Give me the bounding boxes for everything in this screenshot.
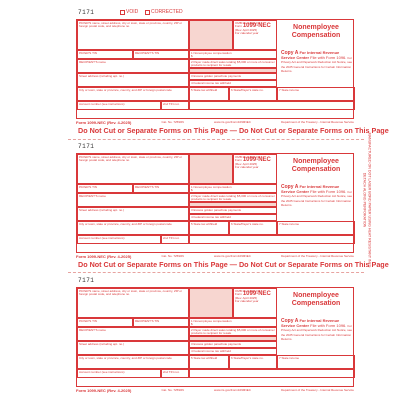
perforation-line [68, 272, 364, 273]
box6-field[interactable]: 6 State/Payer's state no. [229, 221, 277, 235]
city-field[interactable]: City or town, state or province, country, and ZIP or foreign postal code [77, 87, 189, 101]
box4-field[interactable]: 4 Federal income tax withheld [189, 214, 277, 221]
copy-a-title: Copy A [281, 50, 299, 56]
box3-field[interactable]: 3 Excess golden parachute payments [189, 207, 277, 214]
box4-field[interactable]: 4 Federal income tax withheld [189, 348, 277, 355]
copy-a-block: Copy A For Internal Revenue Service Center File with Form 1096. For Privacy Act and Paperwork Reduction Act Notice, see the 2025 General Instructions for Certain Information Returns. [281, 318, 353, 342]
omb-block: OMB No. 1545-0116 Form 1099-NEC (Rev. April 2025) For calendar year [233, 288, 277, 318]
copy-a-title: Copy A [281, 184, 299, 190]
payer-info-field[interactable]: PAYER'S name, street address, city or town, state or province, country, ZIP or foreign postal code, and telephone no. [77, 154, 189, 184]
form-grid [76, 153, 354, 253]
box5-field[interactable]: 5 State tax withheld [189, 221, 229, 235]
copy-a-block: Copy A For Internal Revenue Service Center File with Form 1096. For Privacy Act and Paperwork Reduction Act Notice, see the 2025 General Instructions for Certain Information Returns. [281, 50, 353, 74]
account-field[interactable]: Account number (see instructions) [77, 101, 161, 110]
box4-field[interactable]: 4 Federal income tax withheld [189, 80, 277, 87]
shaded-area [189, 154, 233, 184]
form-header [38, 142, 354, 152]
street-field[interactable]: Street address (including apt. no.) [77, 207, 189, 221]
side-text-line-1: MANUFACTURED ON DOT LASER BOND PAPER USING HEAT RESISTANT INKS [367, 132, 372, 268]
form-code: 7171 [78, 9, 95, 16]
recipient-tin-field[interactable]: RECIPIENT'S TIN [133, 184, 189, 193]
box6-field[interactable]: 6 State/Payer's state no. [229, 355, 277, 369]
box2-field[interactable]: 2 Payer made direct sales totaling $5,000 or more of consumer products to recipient for resale [189, 327, 277, 336]
form-grid [76, 287, 354, 387]
form-footer: Form 1099-NEC (Rev. 4-2025) Cat. No. 72590N www.irs.gov/Form1099NEC Department of the Treasury - Internal Revenue Service [76, 120, 354, 125]
street-field[interactable]: Street address (including apt. no.) [77, 341, 189, 355]
omb-block: OMB No. 1545-0116 Form 1099-NEC (Rev. April 2025) For calendar year [233, 154, 277, 184]
recipient-name-field[interactable]: RECIPIENT'S name [77, 59, 189, 73]
side-margin-text [354, 8, 380, 392]
perforation-line [68, 139, 364, 140]
payer-info-field[interactable]: PAYER'S name, street address, city or town, state or province, country, ZIP or foreign postal code, and telephone no. [77, 20, 189, 50]
box3-field[interactable]: 3 Excess golden parachute payments [189, 73, 277, 80]
recipient-name-field[interactable]: RECIPIENT'S name [77, 327, 189, 341]
box2-field[interactable]: 2 Payer made direct sales totaling $5,000 or more of consumer products to recipient for resale [189, 59, 277, 68]
account-field[interactable]: Account number (see instructions) [77, 369, 161, 378]
form-header [38, 276, 354, 286]
state-row-field[interactable] [189, 369, 355, 378]
form-code: 7171 [78, 277, 95, 284]
void-checkbox[interactable] [120, 9, 138, 15]
box2-field[interactable]: 2 Payer made direct sales totaling $5,000 or more of consumer products to recipient for resale [189, 193, 277, 202]
payer-tin-field[interactable]: PAYER'S TIN [77, 50, 133, 59]
form-copy-3 [38, 276, 354, 393]
do-not-cut-warning: Do Not Cut or Separate Forms on This Page — Do Not Cut or Separate Forms on This Page [78, 260, 389, 269]
form-name: 1099-NEC [242, 157, 271, 164]
recipient-tin-field[interactable]: RECIPIENT'S TIN [133, 318, 189, 327]
form-title: Nonemployee Compensation [291, 24, 341, 39]
form-name: 1099-NEC [242, 23, 271, 30]
box1-field[interactable]: 1 Nonemployee compensation $ [189, 184, 277, 193]
box6-field[interactable]: 6 State/Payer's state no. [229, 87, 277, 101]
box1-field[interactable]: 1 Nonemployee compensation $ [189, 318, 277, 327]
state-row-field[interactable] [189, 235, 355, 244]
box1-field[interactable]: 1 Nonemployee compensation $ [189, 50, 277, 59]
city-field[interactable]: City or town, state or province, country, and ZIP or foreign postal code [77, 355, 189, 369]
state-row-field[interactable] [189, 101, 355, 110]
void-label: VOID [126, 9, 139, 15]
recipient-tin-field[interactable]: RECIPIENT'S TIN [133, 50, 189, 59]
box7-field[interactable]: 7 State income [277, 221, 355, 235]
form-name: 1099-NEC [242, 291, 271, 298]
form-grid [76, 19, 354, 119]
box7-field[interactable]: 7 State income [277, 87, 355, 101]
form-title: Nonemployee Compensation [291, 292, 341, 307]
account-field[interactable]: Account number (see instructions) [77, 235, 161, 244]
box3-field[interactable]: 3 Excess golden parachute payments [189, 341, 277, 348]
shaded-area [189, 20, 233, 50]
corrected-label: CORRECTED [151, 9, 183, 15]
payer-info-field[interactable]: PAYER'S name, street address, city or town, state or province, country, ZIP or foreign postal code, and telephone no. [77, 288, 189, 318]
payer-tin-field[interactable]: PAYER'S TIN [77, 318, 133, 327]
omb-block: OMB No. 1545-0116 Form 1099-NEC (Rev. April 2025) For calendar year [233, 20, 277, 50]
box7-field[interactable]: 7 State income [277, 355, 355, 369]
corrected-checkbox[interactable] [145, 9, 183, 15]
form-footer: Form 1099-NEC (Rev. 4-2025) Cat. No. 72590N www.irs.gov/Form1099NEC Department of the Treasury - Internal Revenue Service [76, 388, 354, 393]
second-tin-field[interactable]: 2nd TIN not. [161, 101, 189, 110]
second-tin-field[interactable]: 2nd TIN not. [161, 235, 189, 244]
copy-a-block: Copy A For Internal Revenue Service Center File with Form 1096. For Privacy Act and Paperwork Reduction Act Notice, see the 2025 General Instructions for Certain Information Returns. [281, 184, 353, 208]
form-copy-1 [38, 8, 389, 135]
do-not-cut-warning: Do Not Cut or Separate Forms on This Page — Do Not Cut or Separate Forms on This Page [78, 126, 389, 135]
box5-field[interactable]: 5 State tax withheld [189, 355, 229, 369]
recipient-name-field[interactable]: RECIPIENT'S name [77, 193, 189, 207]
side-text-line-2: DETACH ALONG PERFORATION [363, 172, 367, 228]
shaded-area [189, 288, 233, 318]
form-header [38, 8, 354, 18]
form-code: 7171 [78, 143, 95, 150]
form-title: Nonemployee Compensation [291, 158, 341, 173]
city-field[interactable]: City or town, state or province, country, and ZIP or foreign postal code [77, 221, 189, 235]
payer-tin-field[interactable]: PAYER'S TIN [77, 184, 133, 193]
street-field[interactable]: Street address (including apt. no.) [77, 73, 189, 87]
second-tin-field[interactable]: 2nd TIN not. [161, 369, 189, 378]
copy-a-title: Copy A [281, 318, 299, 324]
form-footer: Form 1099-NEC (Rev. 4-2025) Cat. No. 72590N www.irs.gov/Form1099NEC Department of the Treasury - Internal Revenue Service [76, 254, 354, 259]
box5-field[interactable]: 5 State tax withheld [189, 87, 229, 101]
